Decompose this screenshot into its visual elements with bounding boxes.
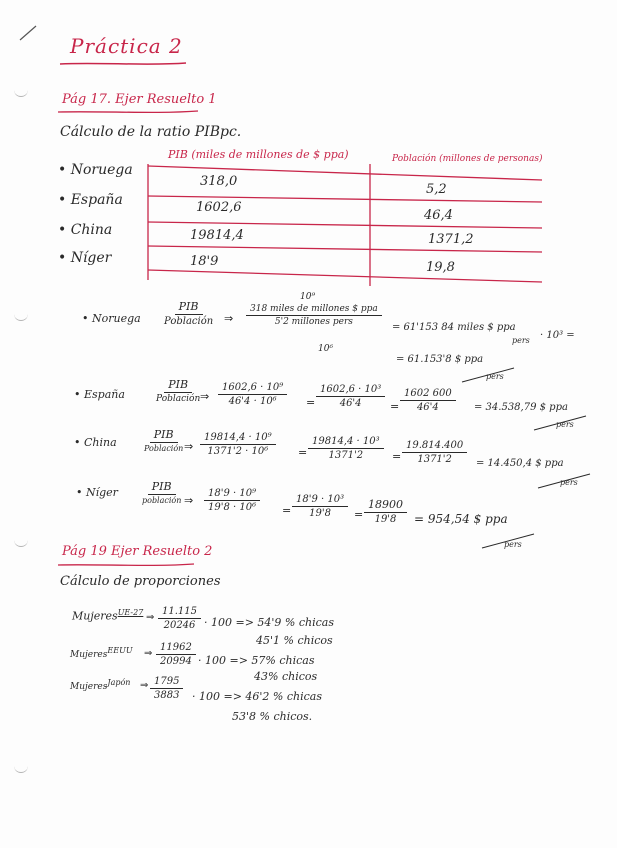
result-final: = 954,54 $ ppa: [414, 512, 508, 526]
fraction-espana: [400, 388, 456, 413]
proportion-result: · 100 => 57% chicas: [198, 654, 315, 667]
table-row-country: • China: [58, 222, 113, 238]
calc-label-espana: • España: [74, 388, 125, 401]
section2-subtitle: Cálculo de proporciones: [60, 574, 221, 589]
calc-label-niger: • Níger: [76, 486, 118, 499]
fraction-numerator: 11.115: [158, 606, 201, 619]
fraction-numerator: PIB: [150, 428, 178, 443]
binder-hole-mark: [14, 764, 28, 773]
fraction-pib-poblacion: [138, 480, 185, 505]
proportion-label-text: Mujeres: [70, 650, 108, 660]
fraction-denominator: 19'8 · 10⁶: [208, 502, 257, 513]
fraction-denominator: 5'2 millones pers: [274, 317, 353, 327]
proportion-label-text: Mujeres: [70, 682, 108, 692]
fraction-pib-poblacion: [160, 300, 217, 327]
section2-heading: Pág 19 Ejer Resuelto 2: [62, 544, 213, 559]
implies-arrow: ⇒: [144, 648, 153, 659]
calc-label-noruega: • Noruega: [82, 312, 141, 325]
table-row-country: • Níger: [58, 250, 112, 266]
fraction-niger: [364, 498, 407, 525]
binder-hole-mark: [14, 538, 28, 547]
implies-arrow: ⇒: [146, 612, 155, 623]
table-row-country: • Noruega: [58, 162, 133, 178]
proportion-result: · 100 => 54'9 % chicas: [204, 616, 335, 629]
fraction-denominator: 20246: [163, 620, 196, 631]
table-header-poblacion: Población (millones de personas): [392, 154, 543, 164]
result-final: = 34.538,79 $ ppa: [474, 402, 568, 413]
fraction-numerator: 18900: [364, 498, 407, 513]
result-unit: pers: [504, 540, 522, 549]
proportion-label: [70, 646, 133, 660]
fraction-denominator: Población: [144, 444, 184, 453]
fraction-numerator: 11962: [156, 642, 196, 655]
section1-heading: Pág 17. Ejer Resuelto 1: [62, 92, 217, 107]
implies-arrow: ⇒: [224, 312, 234, 325]
fraction-denominator: 3883: [154, 690, 180, 701]
fraction-numerator: 1602 600: [400, 388, 456, 401]
proportion-fraction: [158, 606, 201, 631]
implies-arrow: ⇒: [184, 440, 194, 453]
fraction-numerator: 19814,4 · 10³: [308, 436, 384, 449]
fraction-denominator: población: [142, 496, 182, 505]
section1-underline: [56, 108, 201, 116]
fraction-denominator: 46'4: [416, 402, 439, 413]
fraction-denominator: 46'4: [339, 398, 362, 409]
result-unit: pers: [486, 372, 504, 381]
calc-label-china: • China: [74, 436, 117, 449]
fraction-denominator: 20994: [160, 656, 192, 667]
proportion-result-complement: 43% chicos: [254, 670, 318, 683]
table-cell-pib: 318,0: [200, 174, 238, 189]
unit-cancel-stroke: [458, 364, 518, 386]
unit-cancel-stroke: [478, 530, 538, 552]
fraction-numerator: PIB: [164, 378, 192, 393]
fraction-noruega: [246, 304, 382, 327]
fraction-denominator: 1371'2 · 10⁶: [207, 446, 269, 457]
unit-cancel-stroke: [530, 412, 590, 434]
result-final: = 14.450,4 $ ppa: [476, 458, 564, 469]
title-underline: [58, 58, 188, 68]
equals-sign: =: [306, 396, 316, 409]
proportion-result-complement: 53'8 % chicos.: [232, 710, 313, 723]
fraction-numerator: 1795: [150, 676, 183, 689]
table-cell-poblacion: 46,4: [424, 208, 453, 223]
fraction-pib-poblacion: [152, 378, 204, 404]
equals-sign: =: [298, 446, 308, 459]
unit-cancel-stroke: [534, 470, 594, 492]
result-tail: · 10³ =: [540, 330, 575, 341]
fraction-denominator: Población: [156, 394, 201, 404]
fraction-numerator: 1602,6 · 10⁹: [218, 382, 287, 395]
fraction-numerator: PIB: [148, 480, 176, 495]
equals-sign: =: [354, 508, 364, 521]
fraction-china: [402, 440, 467, 465]
equals-sign: =: [392, 450, 402, 463]
result-unit: pers: [560, 478, 578, 487]
fraction-espana: [218, 382, 287, 407]
table-cell-pib: 18'9: [190, 254, 219, 269]
proportion-fraction: [150, 676, 183, 701]
proportion-label: [72, 608, 143, 623]
exponent-label: 10⁶: [318, 344, 334, 354]
fraction-numerator: 318 miles de millones $ ppa: [246, 304, 382, 316]
fraction-numerator: PIB: [175, 300, 203, 315]
fraction-denominator: 46'4 · 10⁶: [228, 396, 277, 407]
fraction-numerator: 18'9 · 10⁹: [204, 488, 260, 501]
exponent-label: 10⁹: [300, 292, 316, 302]
fraction-denominator: 19'8: [374, 514, 397, 525]
table-cell-pib: 19814,4: [190, 228, 244, 243]
fraction-numerator: 18'9 · 10³: [292, 494, 348, 507]
fraction-denominator: Población: [164, 316, 214, 327]
proportion-label: [70, 678, 130, 692]
binder-hole-mark: [14, 88, 28, 97]
fraction-niger: [204, 488, 260, 513]
table-row-country: • España: [58, 192, 123, 208]
proportion-tag: EEUU: [107, 646, 133, 655]
fraction-denominator: 1371'2: [328, 450, 364, 461]
proportion-fraction: [156, 642, 196, 667]
proportion-result-complement: 45'1 % chicos: [256, 634, 333, 647]
table-cell-pib: 1602,6: [196, 200, 242, 215]
fraction-numerator: 19.814.400: [402, 440, 467, 453]
fraction-numerator: 19814,4 · 10⁹: [200, 432, 276, 445]
proportion-tag: UE-27: [117, 608, 144, 617]
implies-arrow: ⇒: [200, 390, 210, 403]
fraction-niger: [292, 494, 348, 519]
section2-underline: [56, 561, 196, 569]
fraction-denominator: 1371'2: [417, 454, 452, 465]
binder-hole-mark: [14, 312, 28, 321]
result-unit: pers: [556, 420, 574, 429]
page-title: Práctica 2: [70, 34, 183, 58]
fraction-numerator: 1602,6 · 10³: [316, 384, 385, 397]
table-header-pib: PIB (miles de millones de $ ppa): [168, 148, 349, 161]
equals-sign: =: [282, 504, 292, 517]
fraction-china: [200, 432, 276, 457]
proportion-result: · 100 => 46'2 % chicas: [192, 690, 323, 703]
proportion-label-text: Mujeres: [72, 609, 118, 623]
table-cell-poblacion: 1371,2: [428, 232, 474, 247]
fraction-espana: [316, 384, 385, 409]
fraction-china: [308, 436, 384, 461]
table-cell-poblacion: 5,2: [426, 182, 447, 197]
implies-arrow: ⇒: [184, 494, 194, 507]
fraction-denominator: 19'8: [309, 508, 331, 519]
section1-subtitle: Cálculo de la ratio PIBpc.: [60, 124, 242, 140]
corner-pen-mark: [18, 22, 40, 44]
result-text: = 61'153 84 miles $ ppa: [392, 322, 516, 333]
result-final: = 61.153'8 $ ppa: [396, 354, 484, 365]
proportion-tag: Japón: [107, 678, 131, 687]
fraction-pib-poblacion: [140, 428, 187, 453]
implies-arrow: ⇒: [140, 680, 149, 691]
equals-sign: =: [390, 400, 400, 413]
table-cell-poblacion: 19,8: [426, 260, 455, 275]
result-unit: pers: [512, 336, 530, 345]
